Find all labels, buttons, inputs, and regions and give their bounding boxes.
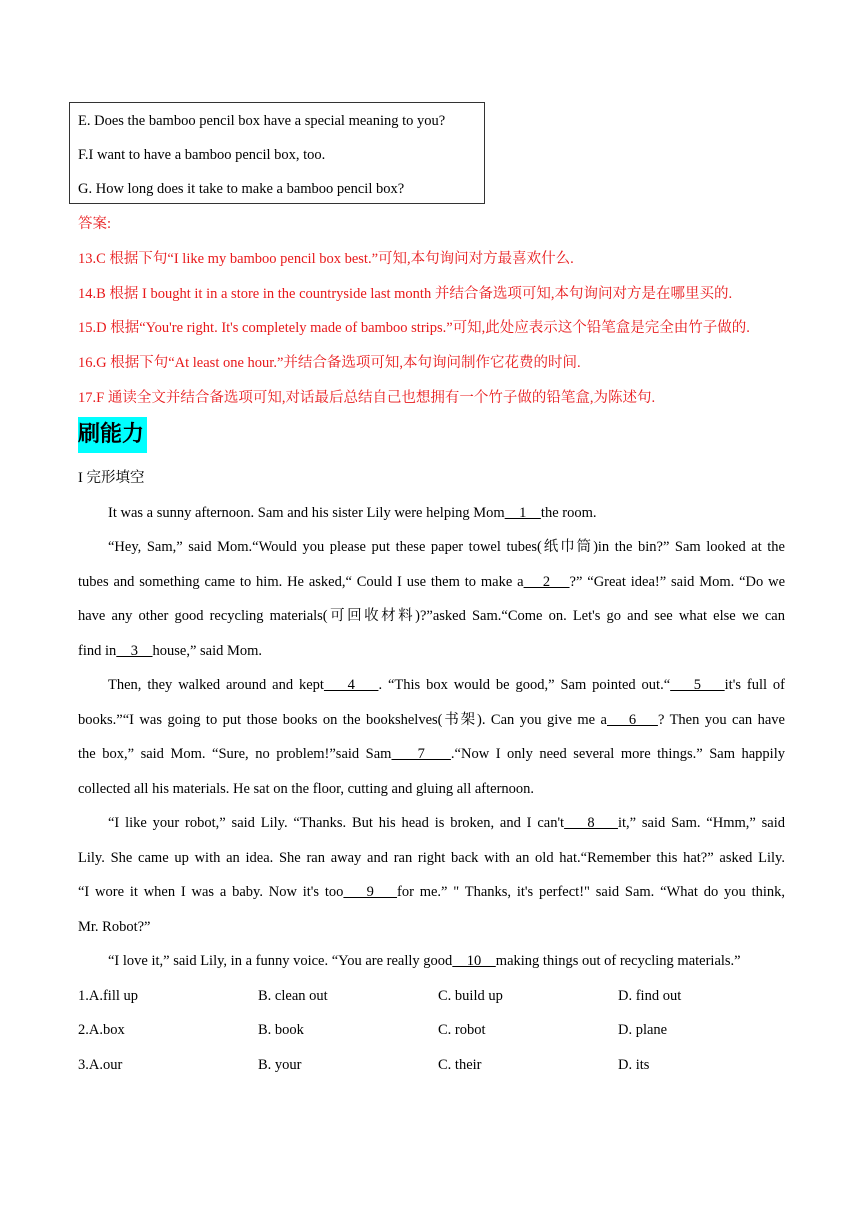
- passage-line: the box,” said Mom. “Sure, no problem!”said Sam 7 .“Now I only need several more things.” Sam happily: [78, 746, 785, 762]
- passage-line: “I wore it when I was a baby. Now it's too 9 for me.” " Thanks, it's perfect!" said Sam. “What do you think,: [78, 884, 786, 900]
- passage-line: “Hey, Sam,” said Mom.“Would you please put these paper towel tubes(纸巾筒)in the bin?” Sam looked at the: [108, 539, 785, 555]
- blank-8: 8: [564, 815, 618, 831]
- blank-4: 4: [323, 677, 379, 693]
- q3-option-a: 3.A.our: [78, 1057, 123, 1073]
- passage-line: “I like your robot,” said Lily. “Thanks. But his head is broken, and I can't 8 it,” said Sam. “Hmm,” said: [108, 815, 786, 831]
- passage-line: have any other good recycling materials(可回收材料)?”asked Sam.“Come on. Let's go and see what else we can: [78, 608, 785, 624]
- q3-option-b: B. your: [258, 1057, 302, 1073]
- q1-option-c: C. build up: [438, 988, 503, 1004]
- answers-label: 答案:: [78, 216, 112, 232]
- passage-line: “I love it,” said Lily, in a funny voice. “You are really good 10 making things out of recycling materials.”: [108, 953, 741, 969]
- blank-3: 3: [116, 643, 153, 659]
- q1-option-b: B. clean out: [258, 988, 328, 1004]
- blank-1: 1: [504, 505, 541, 521]
- passage-line: collected all his materials. He sat on the floor, cutting and gluing all afternoon.: [78, 781, 535, 797]
- blank-6: 6: [606, 712, 658, 728]
- answer-16: 16.G 根据下句“At least one hour.”并结合备选项可知,本句询问制作它花费的时间.: [78, 355, 581, 371]
- blank-2: 2: [523, 574, 570, 590]
- passage-line: Then, they walked around and kept 4 . “This box would be good,” Sam pointed out.“ 5 it's full of: [108, 677, 785, 693]
- option-g: G. How long does it take to make a bamboo pencil box?: [78, 181, 405, 197]
- blank-5: 5: [670, 677, 725, 693]
- passage-line: find in 3 house,” said Mom.: [78, 643, 263, 659]
- answer-13: 13.C 根据下句“I like my bamboo pencil box best.”可知,本句询问对方最喜欢什么.: [78, 251, 574, 267]
- q1-option-a: 1.A.fill up: [78, 988, 139, 1004]
- q2-option-c: C. robot: [438, 1022, 486, 1038]
- options-box: [69, 102, 485, 204]
- passage-line: Mr. Robot?”: [78, 919, 151, 935]
- answer-17: 17.F 通读全文并结合备选项可知,对话最后总结自己也想拥有一个竹子做的铅笔盒,为陈述句.: [78, 390, 656, 406]
- answer-14: 14.B 根据 I bought it in a store in the countryside last month 并结合备选项可知,本句询问对方是在哪里买的.: [78, 286, 733, 302]
- passage-line: Lily. She came up with an idea. She ran away and ran right back with an old hat.“Remember this hat?” asked Lily.: [78, 850, 785, 866]
- q3-option-d: D. its: [618, 1057, 650, 1073]
- passage-line: tubes and something came to him. He asked,“ Could I use them to make a 2 ?” “Great idea!” said Mom. “Do we: [78, 574, 786, 590]
- blank-7: 7: [391, 746, 451, 762]
- section-heading: 刷能力: [78, 417, 147, 453]
- q2-option-b: B. book: [258, 1022, 304, 1038]
- passage-line: books.”“I was going to put those books on the bookshelves(书架). Can you give me a 6 ? Then you can have: [78, 712, 785, 728]
- passage-line: It was a sunny afternoon. Sam and his sister Lily were helping Mom 1 the room.: [108, 505, 597, 521]
- blank-9: 9: [343, 884, 398, 900]
- q2-option-a: 2.A.box: [78, 1022, 125, 1038]
- q1-option-d: D. find out: [618, 988, 682, 1004]
- answer-15: 15.D 根据“You're right. It's completely made of bamboo strips.”可知,此处应表示这个铅笔盒是完全由竹子做的.: [78, 320, 750, 336]
- blank-10: 10: [452, 953, 496, 969]
- subsection-title: I 完形填空: [78, 470, 145, 486]
- option-f: F.I want to have a bamboo pencil box, too.: [78, 147, 326, 163]
- q3-option-c: C. their: [438, 1057, 482, 1073]
- q2-option-d: D. plane: [618, 1022, 668, 1038]
- option-e: E. Does the bamboo pencil box have a special meaning to you?: [78, 113, 446, 129]
